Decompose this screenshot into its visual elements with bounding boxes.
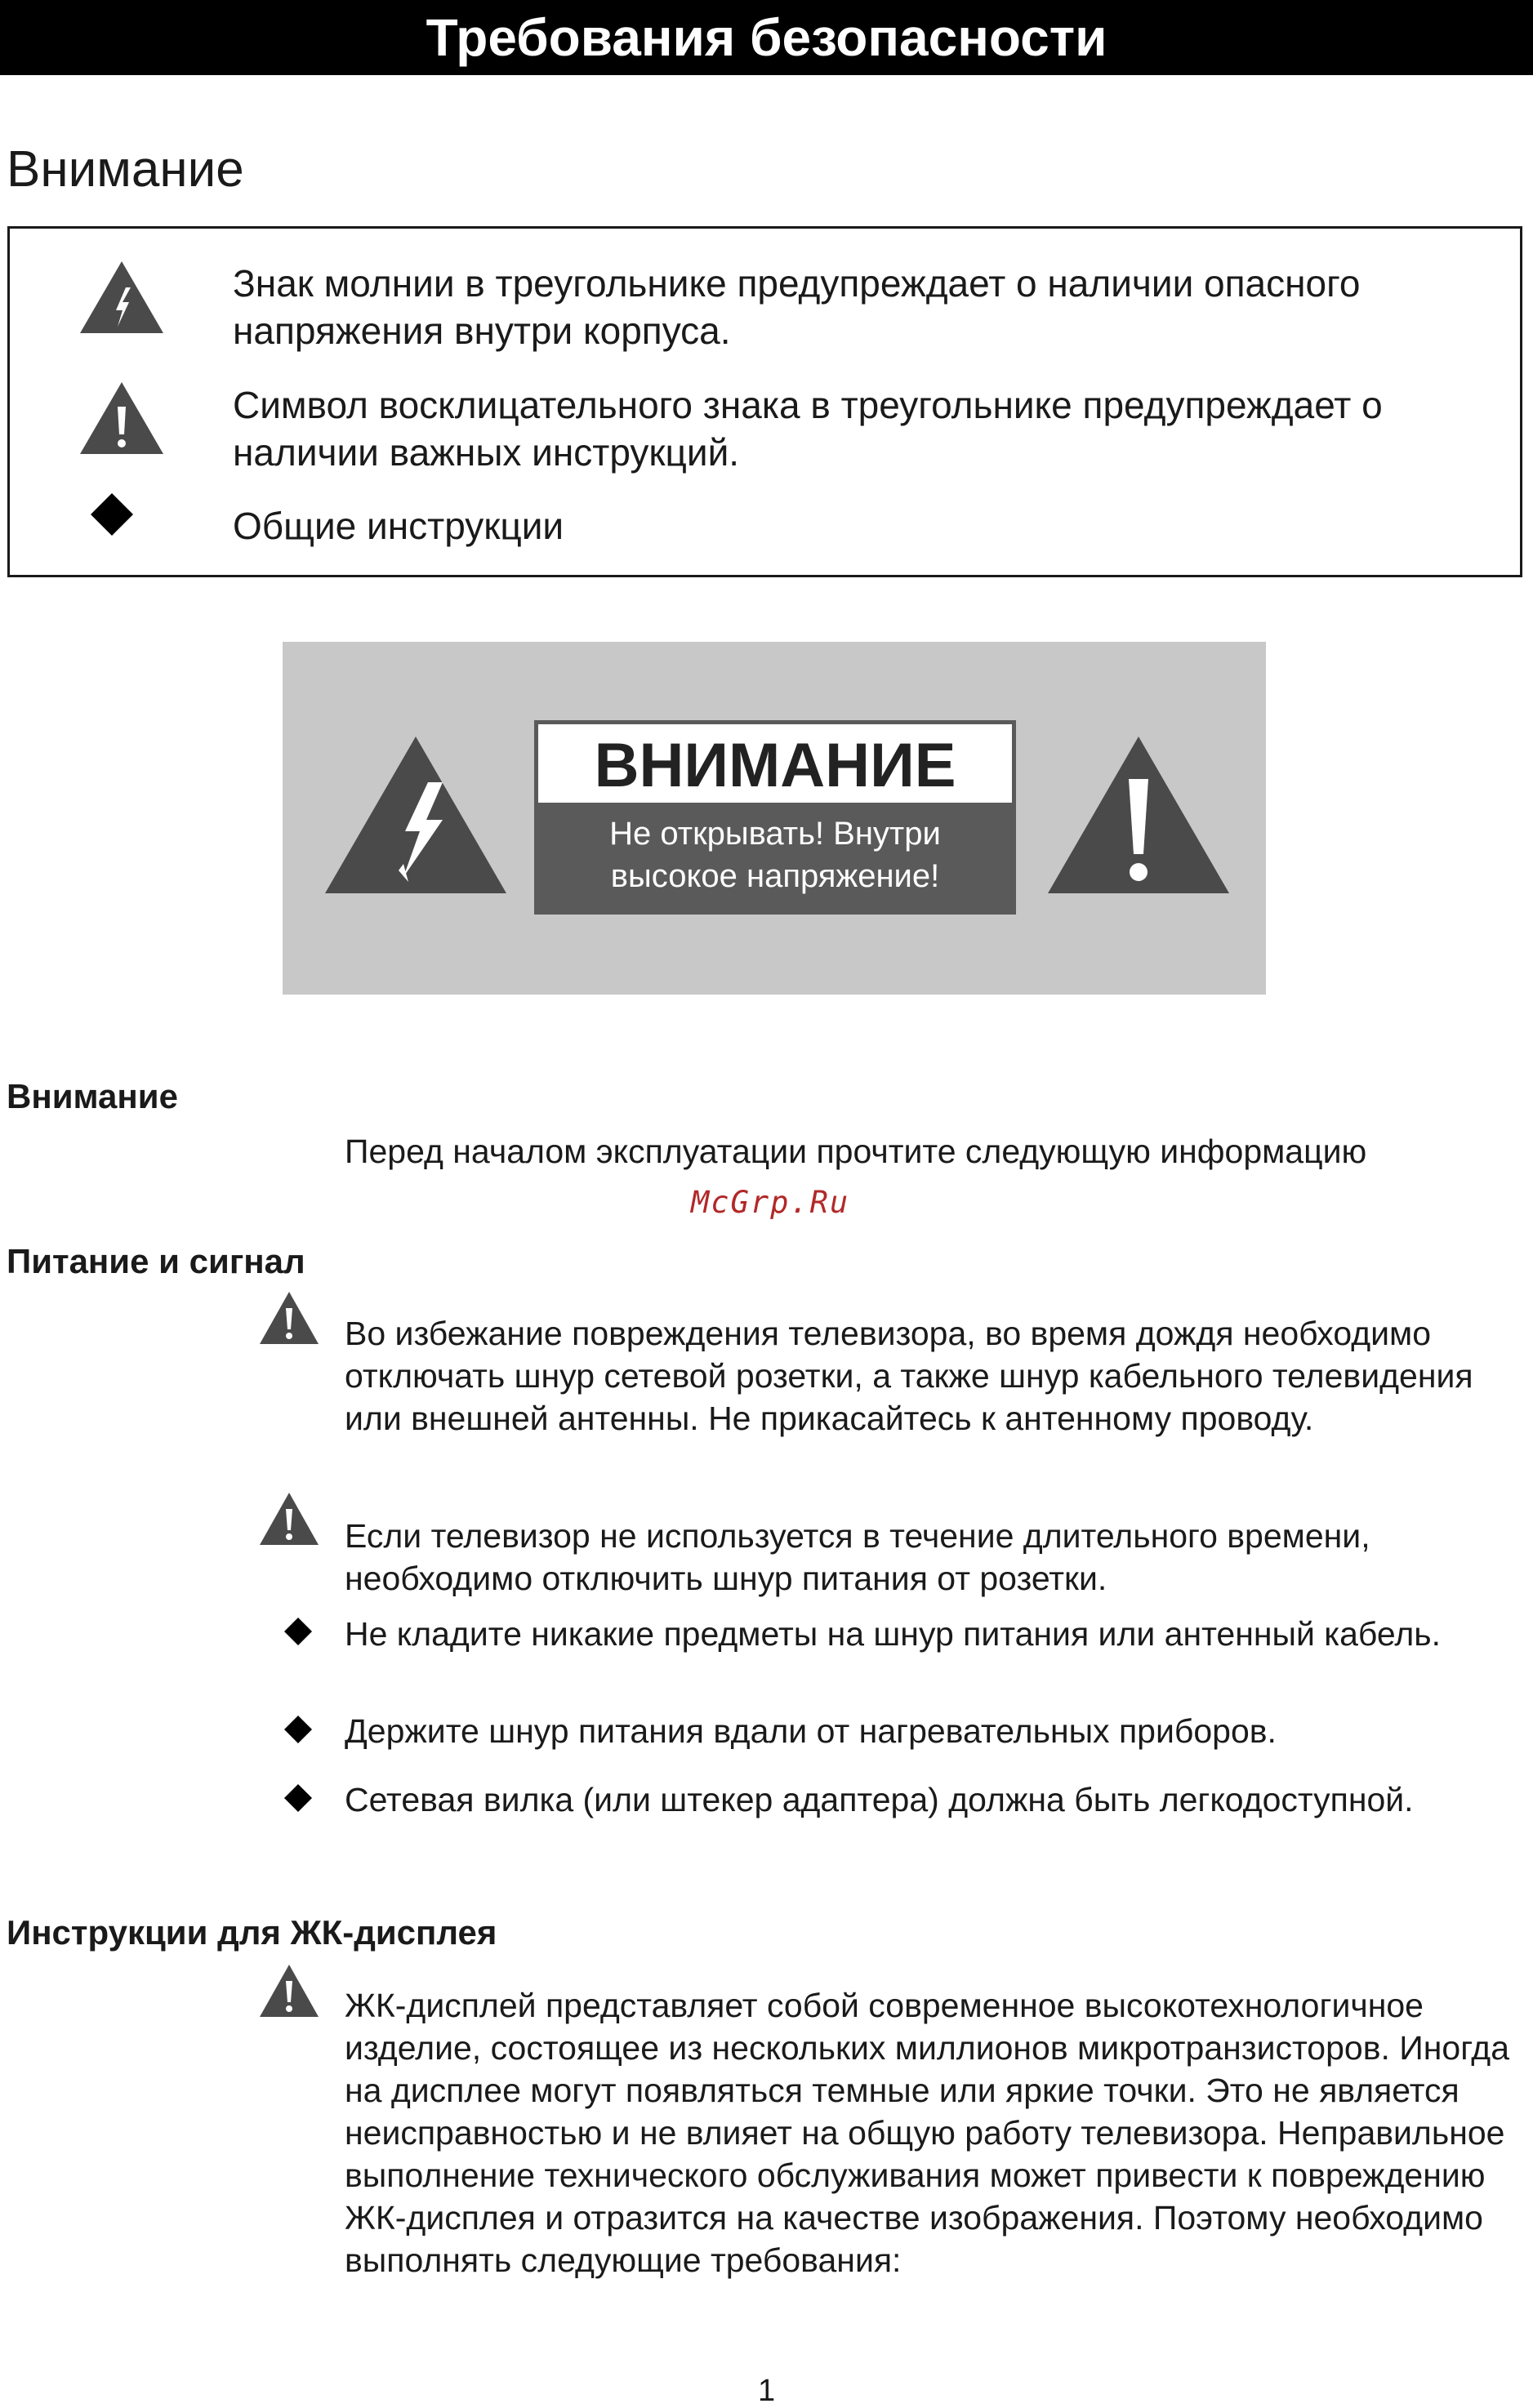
power-item-3: Не кладите никакие предметы на шнур питания или антенный кабель. — [345, 1615, 1442, 1653]
lightning-warning-icon — [78, 260, 165, 335]
section-title-lcd: Инструкции для ЖК-дисплея — [7, 1913, 497, 1952]
diamond-bullet-icon — [90, 492, 134, 536]
diamond-bullet-icon — [283, 1783, 313, 1813]
caution-label-title: ВНИМАНИЕ — [594, 731, 956, 800]
attention-heading: Внимание — [7, 141, 244, 198]
power-item-4: Держите шнур питания вдали от нагревательных приборов. — [345, 1712, 1277, 1750]
legend-text-exclamation: Символ восклицательного знака в треугольнике предупреждает о наличии важных инструкций. — [233, 384, 1383, 474]
diamond-bullet-icon — [283, 1617, 313, 1646]
lcd-item-1: ЖК-дисплей представляет собой современное высокотехнологичное изделие, состоящее из нескольких миллионов микротранзисторов. Иногда на дисплее могут появляться темные или яркие точки. Это не является неисправностью и не влияет на общую работу телевизора. Неправильное выполнение технического обслуживания может привести к повреждению ЖК-дисплея и отразится на качестве изображения. Поэтому необходимо выполнять следующие требования: — [345, 1987, 1510, 2279]
caution-label-line1: Не открывать! Внутри — [609, 816, 941, 852]
legend-text-general: Общие инструкции — [233, 505, 564, 547]
exclamation-warning-icon — [1046, 735, 1231, 895]
caution-label — [534, 720, 1016, 915]
caution-label-line2: высокое напряжение! — [610, 858, 940, 894]
caution-label-body — [538, 803, 1012, 910]
diamond-bullet-icon — [283, 1715, 313, 1744]
lightning-warning-icon — [323, 735, 508, 895]
exclamation-warning-icon — [258, 1290, 320, 1346]
power-item-1: Во избежание повреждения телевизора, во время дождя необходимо отключать шнур сетевой розетки, а также шнур кабельного телевидения или внешней антенны. Не прикасайтесь к антенному проводу. — [345, 1315, 1473, 1437]
attention-text: Перед началом эксплуатации прочтите следующую информацию — [345, 1133, 1367, 1170]
power-item-2: Если телевизор не используется в течение длительного времени, необходимо отключить шнур питания от розетки. — [345, 1517, 1370, 1597]
section-title-power: Питание и сигнал — [7, 1242, 305, 1280]
section-title-attention: Внимание — [7, 1077, 178, 1115]
page-title: Требования безопасности — [0, 0, 1533, 75]
watermark: McGrp.Ru — [691, 1185, 850, 1220]
exclamation-warning-icon — [258, 1491, 320, 1547]
legend-text-lightning: Знак молнии в треугольнике предупреждает о наличии опасного напряжения внутри корпуса. — [233, 262, 1361, 352]
page-number: 1 — [758, 2374, 776, 2408]
exclamation-warning-icon — [258, 1963, 320, 2019]
exclamation-warning-icon — [78, 381, 165, 456]
power-item-5: Сетевая вилка (или штекер адаптера) должна быть легкодоступной. — [345, 1781, 1414, 1818]
